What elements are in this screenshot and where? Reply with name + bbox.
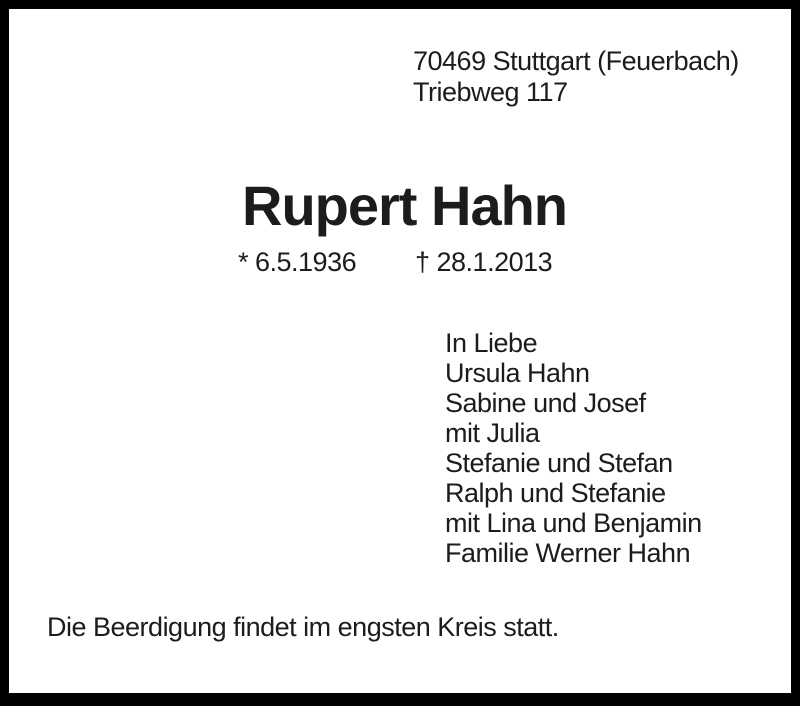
mourner-line: Sabine und Josef (445, 388, 646, 418)
mourner-line: Stefanie und Stefan (445, 448, 673, 478)
mourner-line: Ursula Hahn (445, 358, 590, 388)
birth-date: * 6.5.1936 (238, 247, 357, 277)
address-line-street: Triebweg 117 (413, 77, 568, 107)
mourner-line: Ralph und Stefanie (445, 478, 666, 508)
mourners-list (445, 328, 702, 568)
mourner-line: mit Lina und Benjamin (445, 508, 702, 538)
deceased-name: Rupert Hahn (242, 174, 567, 237)
address-block (413, 46, 739, 108)
death-date: † 28.1.2013 (415, 247, 553, 277)
mourner-line: mit Julia (445, 418, 540, 448)
mourner-line: Familie Werner Hahn (445, 538, 691, 568)
mourner-line: In Liebe (445, 328, 538, 358)
address-line-city: 70469 Stuttgart (Feuerbach) (413, 46, 739, 76)
funeral-note: Die Beerdigung findet im engsten Kreis statt. (47, 612, 559, 642)
